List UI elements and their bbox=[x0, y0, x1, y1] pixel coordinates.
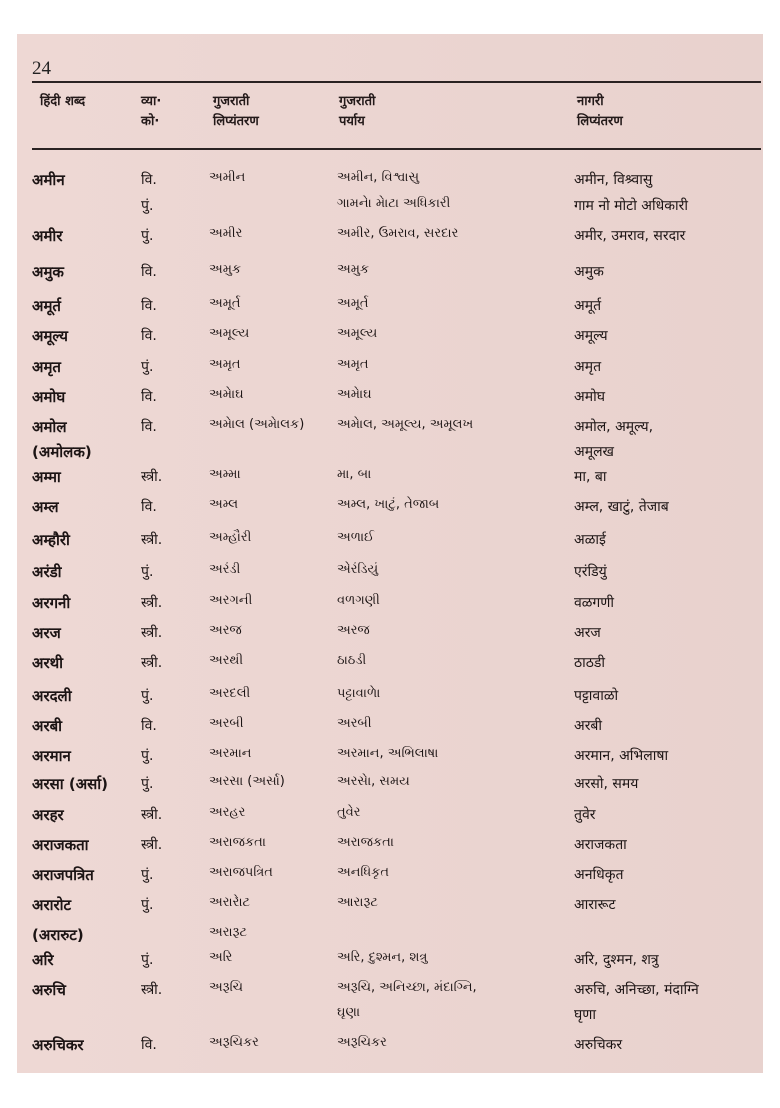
gujarati-translit-cell: અરારૂટ bbox=[209, 925, 248, 940]
gujarati-synonym-cell: અમીર, ઉમરાવ, સરદાર bbox=[337, 226, 459, 241]
hindi-word-cell: अरसा (अर्सा) bbox=[32, 775, 109, 793]
header-grammar bbox=[141, 92, 161, 132]
gujarati-synonym-cell: અરૂચિકર bbox=[337, 1035, 387, 1050]
nagari-translit-cell: गाम नो मोटो अधिकारी bbox=[574, 198, 688, 214]
grammar-cell: पुं. bbox=[141, 564, 154, 580]
nagari-translit-cell: अळाई bbox=[574, 532, 606, 548]
gujarati-translit-cell: અરથી bbox=[209, 653, 244, 668]
table-row bbox=[17, 623, 763, 649]
nagari-translit-cell: अमीन, विश्र्वासु bbox=[574, 172, 653, 188]
hindi-word-cell: अराजपत्रित bbox=[32, 866, 94, 884]
gujarati-synonym-cell: અરિ, દુશ્મન, શત્રુ bbox=[337, 950, 428, 965]
grammar-cell: स्त्री. bbox=[141, 595, 163, 611]
hindi-word-cell: (अरारुट) bbox=[32, 926, 84, 944]
header-nagari-translit-line1: नागरी bbox=[577, 94, 604, 109]
header-gujarati-translit-line2: लिप्यंतरण bbox=[213, 114, 259, 129]
nagari-translit-cell: तुवेर bbox=[574, 807, 596, 823]
hindi-word-cell: अमृत bbox=[32, 358, 61, 376]
table-row bbox=[17, 950, 763, 976]
grammar-cell: पुं. bbox=[141, 867, 154, 883]
table-row bbox=[17, 925, 763, 951]
nagari-translit-cell: अमूलख bbox=[574, 444, 615, 460]
hindi-word-cell: अम्मा bbox=[32, 468, 61, 486]
gujarati-translit-cell: અરગની bbox=[209, 593, 253, 608]
gujarati-translit-cell: અમ્લ bbox=[209, 497, 239, 512]
gujarati-translit-cell: અમૂર્ત bbox=[209, 296, 241, 311]
grammar-cell: पुं. bbox=[141, 359, 154, 375]
hindi-word-cell: (अमोलक) bbox=[32, 443, 92, 461]
hindi-word-cell: अमुक bbox=[32, 263, 64, 281]
gujarati-translit-cell: અરારેાટ bbox=[209, 895, 251, 910]
grammar-cell: स्त्री. bbox=[141, 837, 163, 853]
table-row bbox=[17, 196, 763, 222]
page-number: 24 bbox=[32, 58, 51, 79]
table-row bbox=[17, 716, 763, 742]
table-row bbox=[17, 865, 763, 891]
gujarati-synonym-cell: તુવેર bbox=[337, 805, 361, 820]
table-row bbox=[17, 835, 763, 861]
hindi-word-cell: अरबी bbox=[32, 717, 63, 735]
table-row bbox=[17, 417, 763, 443]
hindi-word-cell: अरमान bbox=[32, 747, 71, 765]
nagari-translit-cell: घृणा bbox=[574, 1007, 597, 1023]
nagari-translit-cell: वळगणी bbox=[574, 595, 615, 611]
table-row bbox=[17, 593, 763, 619]
grammar-cell: वि. bbox=[141, 298, 157, 314]
header-bottom-rule bbox=[32, 148, 761, 150]
nagari-translit-cell: अमुक bbox=[574, 264, 604, 280]
gujarati-translit-cell: અરૂચિકર bbox=[209, 1035, 259, 1050]
hindi-word-cell: अमीर bbox=[32, 227, 63, 245]
table-row bbox=[17, 653, 763, 679]
grammar-cell: वि. bbox=[141, 264, 157, 280]
table-row bbox=[17, 387, 763, 413]
table-row bbox=[17, 530, 763, 556]
gujarati-synonym-cell: અરસેા, સમય bbox=[337, 774, 410, 789]
grammar-cell: वि. bbox=[141, 1037, 157, 1053]
hindi-word-cell: अमोघ bbox=[32, 388, 66, 406]
hindi-word-cell: अरथी bbox=[32, 654, 64, 672]
nagari-translit-cell: मा, बा bbox=[574, 469, 607, 485]
table-row bbox=[17, 805, 763, 831]
gujarati-translit-cell: અરૂચિ bbox=[209, 980, 243, 995]
hindi-word-cell: अरुचिकर bbox=[32, 1036, 84, 1054]
grammar-cell: स्त्री. bbox=[141, 469, 163, 485]
hindi-word-cell: अराजकता bbox=[32, 836, 89, 854]
header-top-rule bbox=[32, 81, 761, 83]
gujarati-translit-cell: અરસા (અર્સા) bbox=[209, 774, 285, 789]
header-gujarati-synonym-line1: गुजराती bbox=[339, 94, 376, 109]
gujarati-synonym-cell: ઘૃણા bbox=[337, 1005, 361, 1020]
dictionary-page bbox=[17, 34, 763, 1073]
grammar-cell: वि. bbox=[141, 499, 157, 515]
gujarati-synonym-cell: અમેાલ, અમૂલ્ય, અમૂલખ bbox=[337, 417, 474, 432]
hindi-word-cell: अम्ल bbox=[32, 498, 59, 516]
nagari-translit-cell: अमीर, उमराव, सरदार bbox=[574, 228, 686, 244]
gujarati-translit-cell: અરંડી bbox=[209, 562, 241, 577]
grammar-cell: वि. bbox=[141, 328, 157, 344]
gujarati-translit-cell: અરબી bbox=[209, 716, 244, 731]
gujarati-synonym-cell: અમીન, વિશ્વાસુ bbox=[337, 170, 419, 185]
gujarati-translit-cell: અમ્હૌરી bbox=[209, 530, 252, 545]
hindi-word-cell: अरदली bbox=[32, 687, 72, 705]
hindi-word-cell: अमोल bbox=[32, 418, 67, 436]
grammar-cell: पुं. bbox=[141, 198, 154, 214]
table-row bbox=[17, 467, 763, 493]
grammar-cell: वि. bbox=[141, 389, 157, 405]
gujarati-translit-cell: અમીન bbox=[209, 170, 246, 185]
nagari-translit-cell: अरसो, समय bbox=[574, 776, 639, 792]
gujarati-synonym-cell: અમૂલ્ય bbox=[337, 326, 378, 341]
nagari-translit-cell: अनधिकृत bbox=[574, 867, 624, 883]
table-row bbox=[17, 686, 763, 712]
nagari-translit-cell: अराजकता bbox=[574, 837, 627, 853]
table-row bbox=[17, 357, 763, 383]
header-gujarati-synonym-line2: पर्याय bbox=[339, 114, 365, 129]
grammar-cell: पुं. bbox=[141, 776, 154, 792]
header-gujarati-synonym bbox=[339, 92, 375, 132]
grammar-cell: स्त्री. bbox=[141, 655, 163, 671]
gujarati-synonym-cell: અમ્લ, ખાટું, તેજાબ bbox=[337, 497, 440, 512]
header-hindi-word: हिंदी शब्द bbox=[40, 94, 86, 109]
gujarati-translit-cell: અરજ bbox=[209, 623, 242, 638]
grammar-cell: वि. bbox=[141, 419, 157, 435]
header-grammar-line1: व्या· bbox=[141, 94, 162, 109]
gujarati-translit-cell: અરહર bbox=[209, 805, 246, 820]
gujarati-synonym-cell: અરબી bbox=[337, 716, 372, 731]
gujarati-synonym-cell: અમૂર્ત bbox=[337, 296, 369, 311]
nagari-translit-cell: एरंडियुं bbox=[574, 564, 607, 580]
gujarati-synonym-cell: અમુક bbox=[337, 262, 370, 277]
gujarati-synonym-cell: વળગણી bbox=[337, 593, 380, 608]
nagari-translit-cell: अरि, दुश्मन, शत्रु bbox=[574, 952, 659, 968]
nagari-translit-cell: अरुचिकर bbox=[574, 1037, 623, 1053]
grammar-cell: स्त्री. bbox=[141, 532, 163, 548]
gujarati-translit-cell: અમ્મા bbox=[209, 467, 241, 482]
grammar-cell: वि. bbox=[141, 172, 157, 188]
gujarati-translit-cell: અરિ bbox=[209, 950, 233, 965]
nagari-translit-cell: अरबी bbox=[574, 718, 603, 734]
table-row bbox=[17, 980, 763, 1006]
grammar-cell: स्त्री. bbox=[141, 625, 163, 641]
grammar-cell: पुं. bbox=[141, 688, 154, 704]
grammar-cell: पुं. bbox=[141, 228, 154, 244]
table-row bbox=[17, 262, 763, 288]
gujarati-synonym-cell: પટ્ટાવાળેા bbox=[337, 686, 381, 701]
nagari-translit-cell: अरुचि, अनिच्छा, मंदाग्नि bbox=[574, 982, 699, 998]
header-gujarati-translit-line1: गुजराती bbox=[213, 94, 250, 109]
hindi-word-cell: अरारोट bbox=[32, 896, 72, 914]
gujarati-synonym-cell: અરજ bbox=[337, 623, 370, 638]
grammar-cell: पुं. bbox=[141, 748, 154, 764]
hindi-word-cell: अरंडी bbox=[32, 563, 62, 581]
gujarati-synonym-cell: ગામનેા મેાટા અધિકારી bbox=[337, 196, 451, 211]
hindi-word-cell: अरुचि bbox=[32, 981, 66, 999]
header-nagari-translit bbox=[577, 92, 623, 132]
gujarati-synonym-cell: મા, બા bbox=[337, 467, 372, 482]
nagari-translit-cell: पट्टावाळो bbox=[574, 688, 619, 704]
gujarati-translit-cell: અમેાલ (અમેાલક) bbox=[209, 417, 305, 432]
header-gujarati-translit bbox=[213, 92, 259, 132]
table-row bbox=[17, 746, 763, 772]
header-nagari-translit-line2: लिप्यंतरण bbox=[577, 114, 623, 129]
table-row bbox=[17, 326, 763, 352]
table-row bbox=[17, 774, 763, 800]
gujarati-synonym-cell: અળાઈ bbox=[337, 530, 375, 545]
hindi-word-cell: अरि bbox=[32, 951, 54, 969]
nagari-translit-cell: अमूर्त bbox=[574, 298, 602, 314]
table-row bbox=[17, 497, 763, 523]
grammar-cell: स्त्री. bbox=[141, 807, 163, 823]
table-row bbox=[17, 296, 763, 322]
hindi-word-cell: अरहर bbox=[32, 806, 64, 824]
gujarati-synonym-cell: અરાજકતા bbox=[337, 835, 394, 850]
gujarati-translit-cell: અરાજકતા bbox=[209, 835, 266, 850]
hindi-word-cell: अरगनी bbox=[32, 594, 71, 612]
nagari-translit-cell: अमोल, अमूल्य, bbox=[574, 419, 654, 435]
table-row bbox=[17, 562, 763, 588]
gujarati-synonym-cell: આરારૂટ bbox=[337, 895, 378, 910]
gujarati-translit-cell: અમૃત bbox=[209, 357, 241, 372]
hindi-word-cell: अम्हौरी bbox=[32, 531, 70, 549]
table-row bbox=[17, 895, 763, 921]
nagari-translit-cell: अम्ल, खाटुं, तेजाब bbox=[574, 499, 669, 515]
grammar-cell: स्त्री. bbox=[141, 982, 163, 998]
grammar-cell: पुं. bbox=[141, 952, 154, 968]
grammar-cell: पुं. bbox=[141, 897, 154, 913]
nagari-translit-cell: ठाठडी bbox=[574, 655, 606, 671]
hindi-word-cell: अमीन bbox=[32, 171, 65, 189]
gujarati-translit-cell: અમૂલ્ય bbox=[209, 326, 250, 341]
gujarati-synonym-cell: ઠાઠડી bbox=[337, 653, 367, 668]
hindi-word-cell: अरज bbox=[32, 624, 61, 642]
nagari-translit-cell: अरज bbox=[574, 625, 601, 641]
table-row bbox=[17, 1035, 763, 1061]
gujarati-synonym-cell: અમેાઘ bbox=[337, 387, 372, 402]
gujarati-synonym-cell: અરમાન, અભિલાષા bbox=[337, 746, 439, 761]
grammar-cell: वि. bbox=[141, 718, 157, 734]
hindi-word-cell: अमूल्य bbox=[32, 327, 68, 345]
gujarati-synonym-cell: એરંડિયું bbox=[337, 562, 379, 577]
gujarati-translit-cell: અરમાન bbox=[209, 746, 252, 761]
table-row bbox=[17, 442, 763, 468]
nagari-translit-cell: अरमान, अभिलाषा bbox=[574, 748, 669, 764]
nagari-translit-cell: अमृत bbox=[574, 359, 602, 375]
table-row bbox=[17, 170, 763, 196]
nagari-translit-cell: अमोघ bbox=[574, 389, 605, 405]
gujarati-translit-cell: અમેાઘ bbox=[209, 387, 244, 402]
gujarati-translit-cell: અમીર bbox=[209, 226, 243, 241]
gujarati-translit-cell: અરદલી bbox=[209, 686, 251, 701]
hindi-word-cell: अमूर्त bbox=[32, 297, 61, 315]
table-row bbox=[17, 1005, 763, 1031]
table-row bbox=[17, 226, 763, 252]
gujarati-synonym-cell: અરૂચિ, અનિચ્છા, મંદાગ્નિ, bbox=[337, 980, 477, 995]
gujarati-translit-cell: અમુક bbox=[209, 262, 242, 277]
gujarati-synonym-cell: અમૃત bbox=[337, 357, 369, 372]
header-grammar-line2: को· bbox=[141, 114, 160, 129]
gujarati-translit-cell: અરાજપત્રિત bbox=[209, 865, 273, 880]
nagari-translit-cell: अमूल्य bbox=[574, 328, 608, 344]
nagari-translit-cell: आरारूट bbox=[574, 897, 616, 913]
gujarati-synonym-cell: અનધિકૃત bbox=[337, 865, 389, 880]
